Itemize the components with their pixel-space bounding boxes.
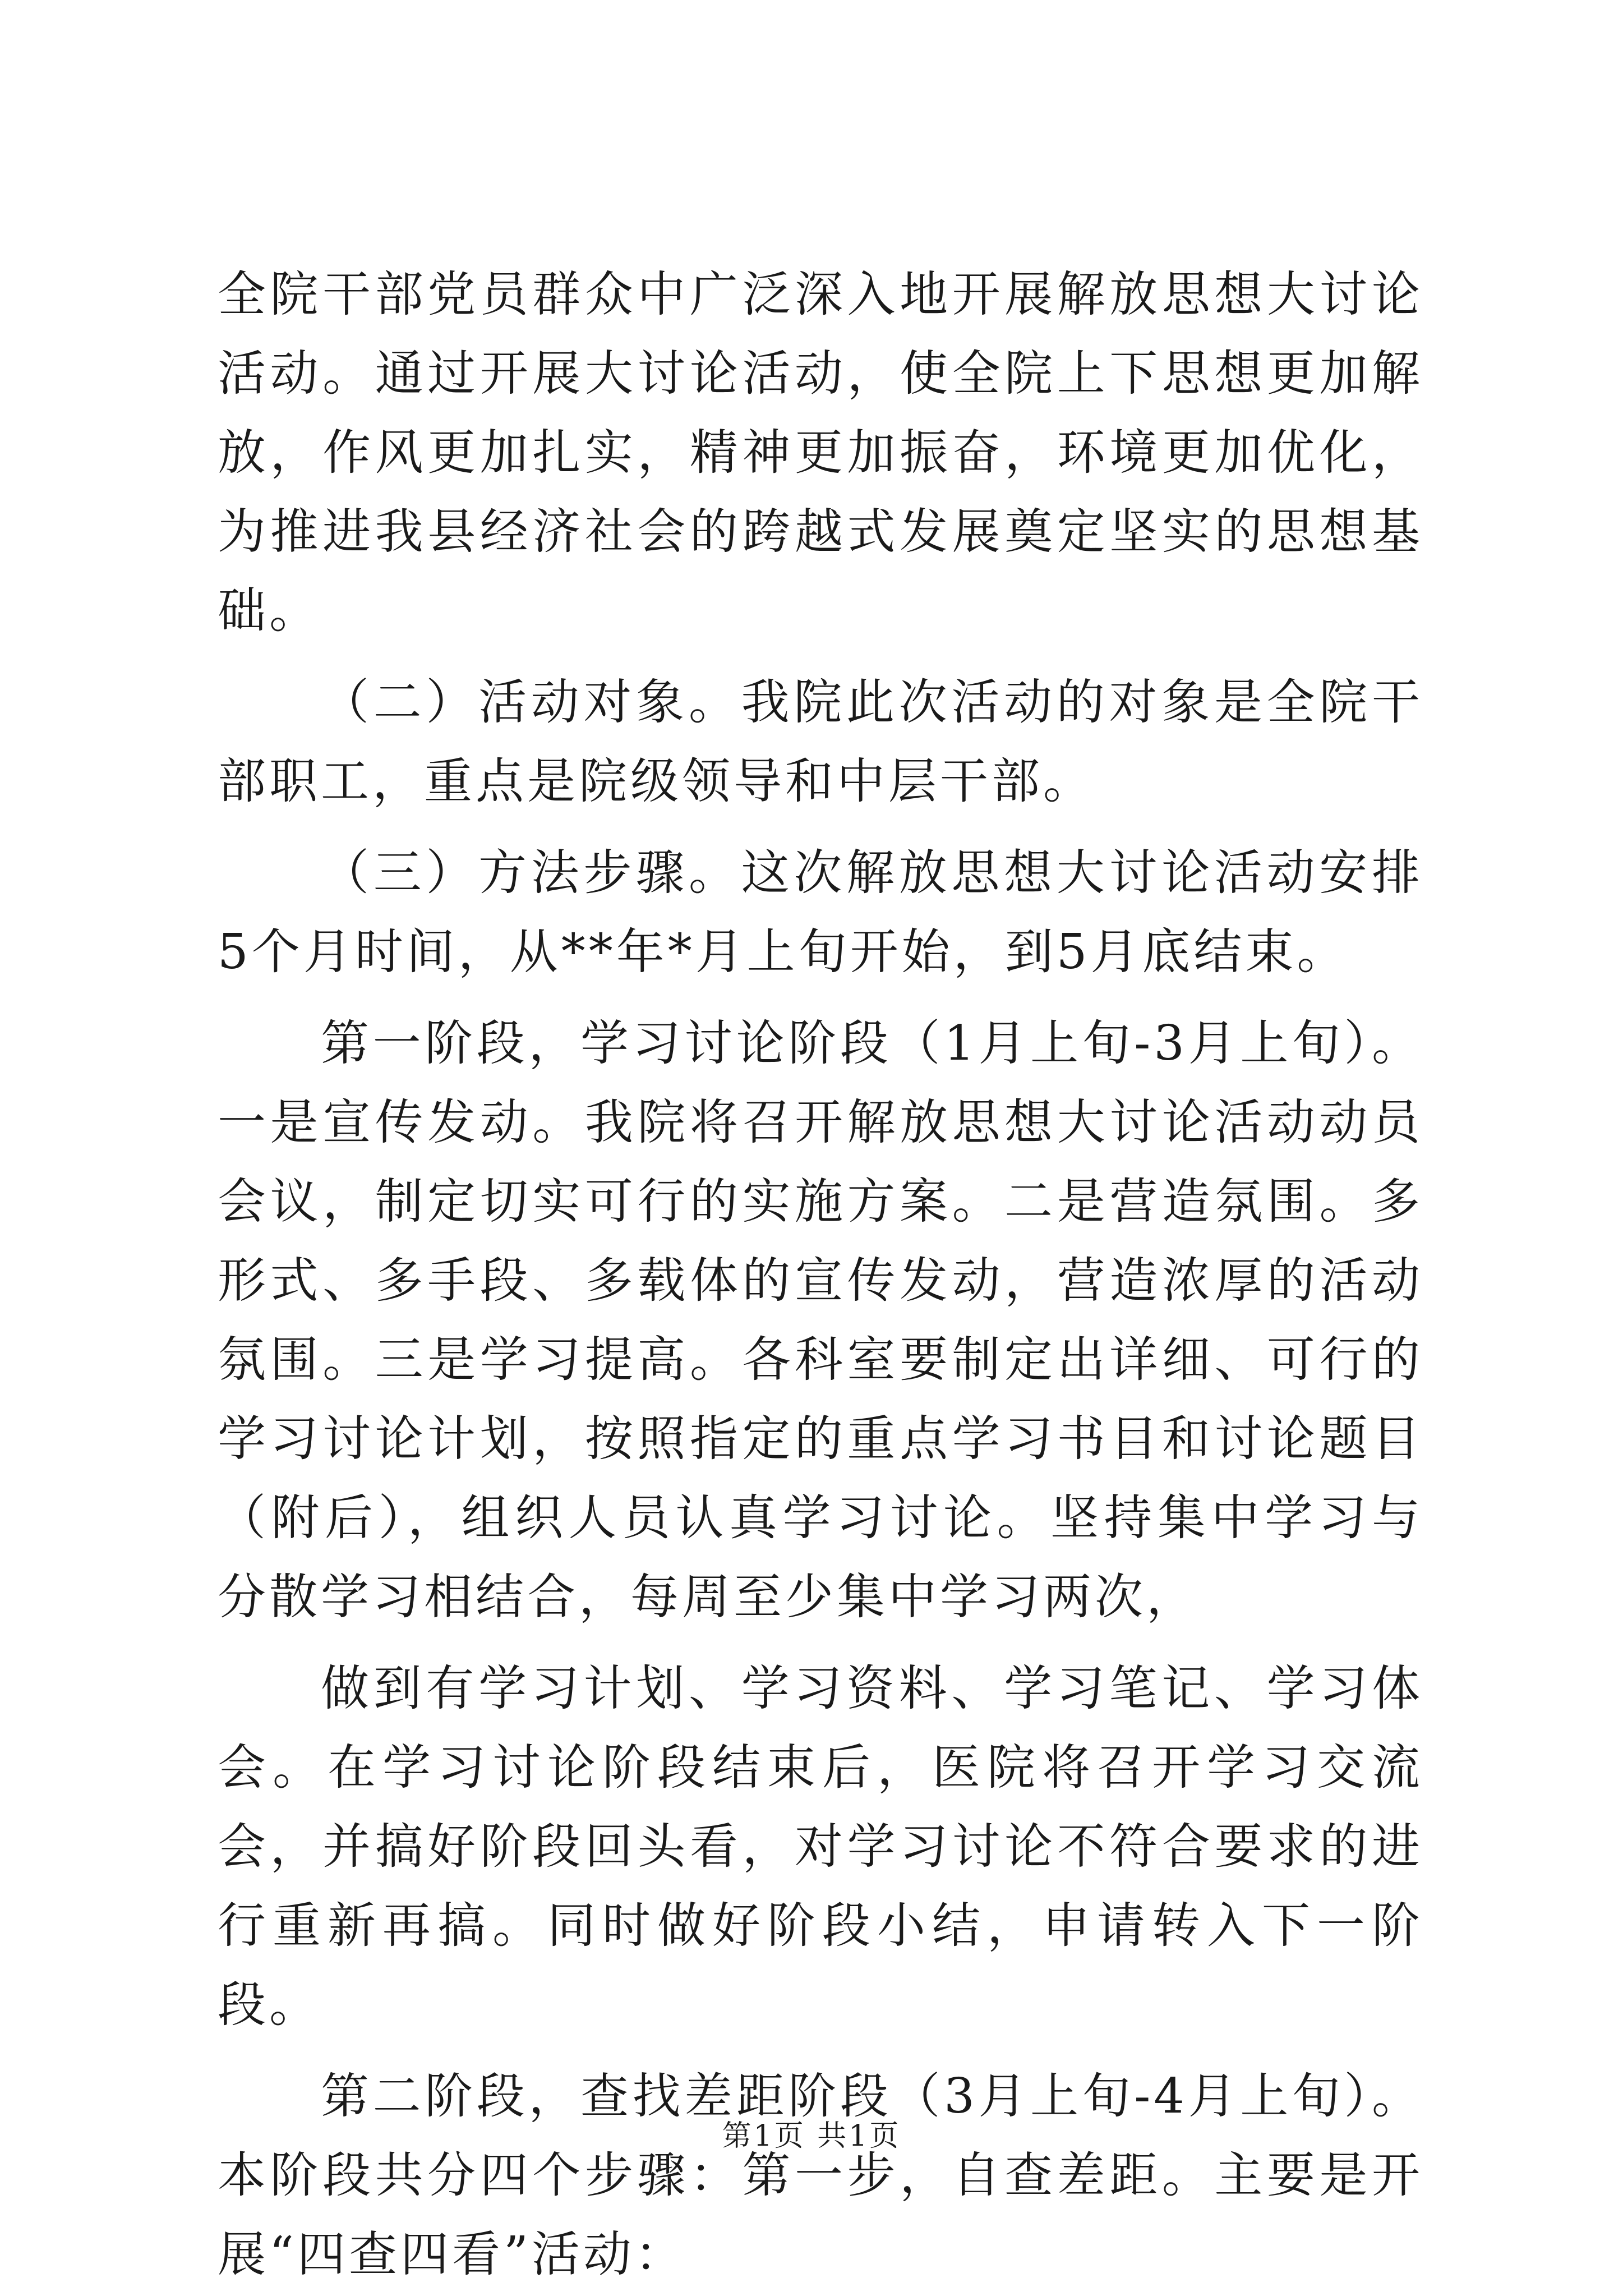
- document-body: [218, 255, 1423, 2294]
- page-footer: 第1页 共1页: [722, 2119, 901, 2153]
- paragraph-method-steps: （三）方法步骤。这次解放思想大讨论活动安排5个月时间，从**年*月上旬开始，到5月底结束。: [218, 845, 1423, 980]
- paragraph-stage-one: 第一阶段，学习讨论阶段（1月上旬-3月上旬）。一是宣传发动。我院将召开解放思想大讨论活动动员会议，制定切实可行的实施方案。二是营造氛围。多形式、多手段、多载体的宣传发动，营造浓厚的活动氛围。三是学习提高。各科室要制定出详细、可行的学习讨论计划，按照指定的重点学习书目和讨论题目（附后），组织人员认真学习讨论。坚持集中学习与分散学习相结合，每周至少集中学习两次，: [218, 1015, 1423, 1625]
- paragraph-stage-two: 第二阶段，查找差距阶段（3月上旬-4月上旬）。本阶段共分四个步骤：第一步，自查差距。主要是开展“四查四看”活动：: [218, 2068, 1423, 2283]
- paragraph-continuation: 全院干部党员群众中广泛深入地开展解放思想大讨论活动。通过开展大讨论活动，使全院上下思想更加解放，作风更加扎实，精神更加振奋，环境更加优化，为推进我县经济社会的跨越式发展奠定坚实的思想基础。: [218, 266, 1423, 639]
- paragraph-study-plan: 做到有学习计划、学习资料、学习笔记、学习体会。在学习讨论阶段结束后，医院将召开学习交流会，并搞好阶段回头看，对学习讨论不符合要求的进行重新再搞。同时做好阶段小结，申请转入下一阶段。: [218, 1660, 1423, 2033]
- paragraph-activity-target: （二）活动对象。我院此次活动的对象是全院干部职工，重点是院级领导和中层干部。: [218, 674, 1423, 809]
